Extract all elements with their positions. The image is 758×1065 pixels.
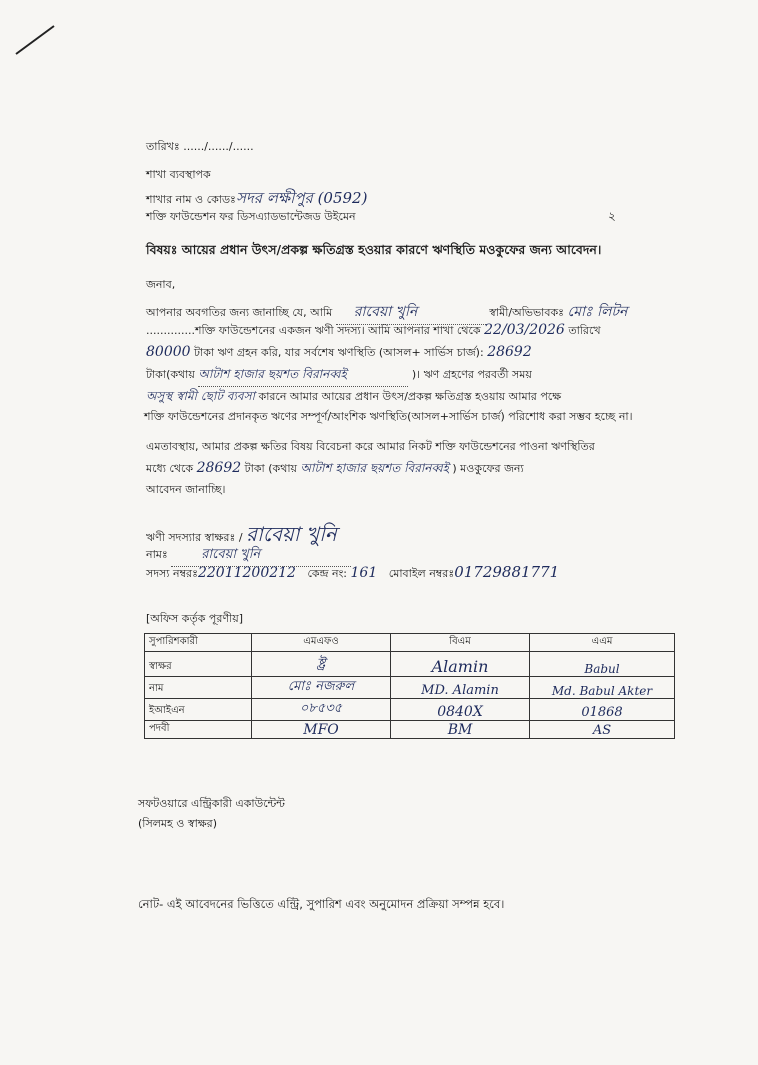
balance-value: 28692 (487, 344, 532, 360)
member-name-label: নামঃ (146, 548, 168, 561)
balance-words-value: আটাশ হাজার ছয়শত বিরানব্বই (198, 367, 347, 381)
branch-value: সদর লক্ষীপুর (0592) (235, 189, 368, 207)
header-am: এএম (530, 634, 675, 652)
loan-date-value: 22/03/2026 (484, 322, 565, 338)
waiver-amount-words: আটাশ হাজার ছয়শত বিরানব্বই (300, 461, 449, 475)
table-row (145, 699, 675, 721)
mfo-signature: ষ্ট্র (252, 652, 391, 677)
seal-signature-label: (সিলমহ ও স্বাক্ষর) (138, 817, 218, 830)
body-text: টাকা ঋণ গ্রহন করি, যার সর্বশেষ ঋণস্থিতি (আসল+ সার্ভিস চার্জ): (194, 346, 484, 359)
body-line-2 (146, 322, 601, 341)
table-row (145, 677, 675, 699)
body-text: তারিখে (568, 324, 601, 337)
reason-value: অসুস্থ স্বামী ছোট ব্যবসা (146, 389, 255, 403)
member-name-value: রাবেয়া খুনি (201, 547, 261, 562)
pen-stroke-mark (14, 22, 58, 58)
body-line-3 (146, 344, 532, 363)
guardian-name-value: মোঃ লিটন (567, 304, 628, 320)
organization-line: শক্তি ফাউন্ডেশন ফর ডিসএ্যাডভান্টেজড উইমেন (146, 210, 356, 223)
body-text: টাকা (কথায় (244, 462, 297, 475)
row-label: স্বাক্ষর (145, 652, 252, 677)
guardian-label: স্বামী/অভিভাবকঃ (489, 306, 565, 319)
footer-note: নোট- এই আবেদনের ভিত্তিতে এন্ট্রি, সুপারিশ এবং অনুমোদন প্রক্রিয়া সম্পন্ন হবে। (138, 897, 505, 911)
row-label: পদবী (145, 721, 252, 739)
center-number-label: কেন্দ্র নং: (307, 567, 348, 580)
table-row (145, 721, 675, 739)
subject-line: বিষয়ঃ আয়ের প্রধান উৎস/প্রকল্প ক্ষতিগ্রস্ত হওয়ার কারণে ঋণস্থিতি মওকুফের জন্য আবেদন। (146, 242, 602, 257)
applicant-name-value: রাবেয়া খুনি (353, 304, 418, 320)
margin-mark: ২ (608, 209, 616, 223)
body-line-6: শক্তি ফাউন্ডেশনের প্রদানকৃত ঋণের সম্পূর্ণ/আংশিক ঋণস্থিতি(আসল+সার্ভিস চার্জ) পরিশোধ করা সম্ভব হচ্ছে না। (144, 410, 633, 423)
software-entry-label: সফটওয়ারে এন্ট্রিকারী একাউন্টেন্ট (138, 797, 285, 810)
request-line-3: আবেদন জানাচ্ছি। (146, 483, 226, 496)
balance-words-field (198, 366, 408, 387)
recipient-title: শাখা ব্যবস্থাপক (146, 168, 211, 181)
am-ein: 01868 (530, 699, 675, 721)
mobile-number-label: মোবাইল নম্বরঃ (388, 567, 455, 580)
body-line-4 (146, 366, 532, 387)
header-bm: বিএম (391, 634, 530, 652)
center-number-value: 161 (350, 565, 378, 581)
office-use-caption: [অফিস কর্তৃক পূরণীয়] (146, 612, 243, 625)
office-approval-table (144, 633, 675, 739)
body-line-5 (146, 388, 561, 408)
header-recommender: সুপারিশকারী (145, 634, 252, 652)
body-text: আপনার অবগতির জন্য জানাচ্ছি যে, আমি (146, 306, 333, 319)
am-designation: AS (530, 721, 675, 739)
request-line-2 (146, 460, 524, 480)
mfo-ein: ০৮৫৩৫ (252, 699, 391, 721)
am-name: Md. Babul Akter (530, 677, 675, 699)
body-text: কারনে আমার আয়ের প্রধান উৎস/প্রকল্প ক্ষতিগ্রস্ত হওয়ায় আমার পক্ষে (258, 390, 562, 403)
member-number-value: 22011200212 (197, 565, 296, 581)
loan-amount-value: 80000 (146, 344, 191, 360)
salutation: জনাব, (146, 278, 176, 291)
body-text: টাকা(কথায় (146, 368, 195, 381)
body-text: ) মওকুফের জন্য (452, 462, 524, 475)
row-label: নাম (145, 677, 252, 699)
branch-label: শাখার নাম ও কোডঃ (146, 193, 236, 206)
body-text: মধ্যে থেকে (146, 462, 194, 475)
bm-name: MD. Alamin (391, 677, 530, 699)
table-row (145, 652, 675, 677)
row-label: ইআইএন (145, 699, 252, 721)
waiver-amount-value: 28692 (196, 460, 242, 476)
member-details-line (146, 563, 559, 584)
member-signature: রাবেয়া খুনি (246, 522, 337, 546)
am-signature: Babul (530, 652, 675, 677)
bm-signature: Alamin (391, 652, 530, 677)
mfo-name: মোঃ নজরুল (252, 677, 391, 699)
mfo-designation: MFO (252, 721, 391, 739)
mobile-number-value: 01729881771 (454, 563, 560, 581)
date-line: তারিখঃ ....../....../...... (146, 140, 254, 153)
member-signature-label: ঋণী সদস্যার স্বাক্ষরঃ / (146, 531, 243, 544)
header-mfo: এমএফও (252, 634, 391, 652)
bm-designation: BM (391, 721, 530, 739)
request-line-1: এমতাবস্থায়, আমার প্রকল্প ক্ষতির বিষয় বিবেচনা করে আমার নিকট শক্তি ফাউন্ডেশনের পাওনা ঋণস্থিতির (146, 440, 595, 453)
bm-ein: 0840X (391, 699, 530, 721)
body-text: ..............শক্তি ফাউন্ডেশনের একজন ঋণী সদস্য। আমি আপনার শাখা থেকে (146, 324, 481, 337)
member-number-label: সদস্য নম্বরঃ (146, 567, 198, 580)
table-header-row (145, 634, 675, 652)
body-text: )। ঋণ গ্রহণের পরবর্তী সময় (411, 368, 532, 381)
